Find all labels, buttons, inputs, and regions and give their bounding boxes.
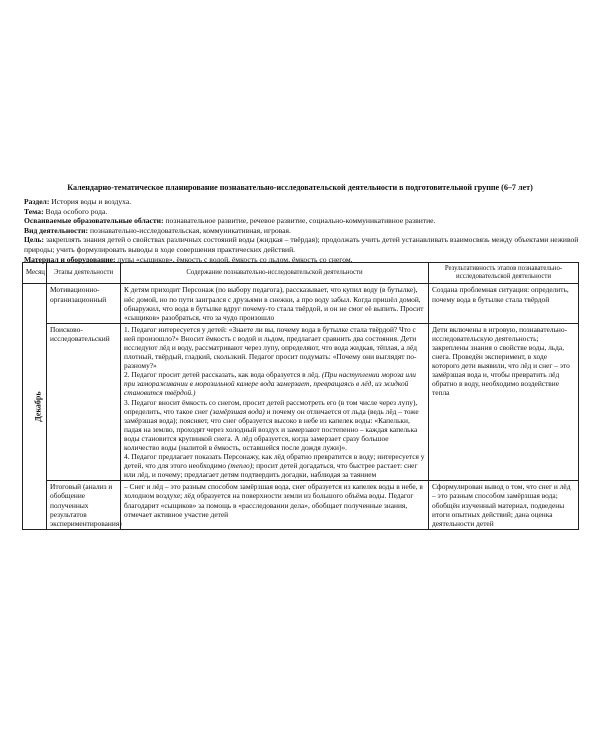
table-row xyxy=(23,323,579,481)
areas-label: Осваиваемые образовательные области: xyxy=(24,216,164,226)
table-header-row xyxy=(23,263,579,284)
content-step-4: 4. Педагог предлагает показать Персонажу, как лёд обратно превратится в воду; интересуется у детей, что для этого необходимо (тепло); просит детей догадаться, что быстрее растает: снег или лёд, и почему; предлагает детям подтвердить догадки, наблюдая за таянием xyxy=(124,452,425,480)
stage-cell: Итоговый (анализ и обобщение полученных результатов экспериментирования) xyxy=(47,481,121,529)
activity-value: познавательно-исследовательская, коммуникативная, игровая. xyxy=(89,225,291,235)
activity-line xyxy=(24,226,580,236)
topic-value: Вода особого рода. xyxy=(45,206,108,216)
goal-value: закреплять знания детей о свойствах различных состояний воды (жидкая – твёрдая); продолжать учить детей устанавливать взаимосвязь между объектами неживой природы; учить формулировать выводы в ходе совершения практических действий. xyxy=(24,235,579,254)
page-title: Календарно-тематическое планирование познавательно-исследовательской деятельности в подготовительной группе (6–7 лет) xyxy=(67,183,533,192)
content-step-1: 1. Педагог интересуется у детей: «Знаете ли вы, почему вода в бутылке стала твёрдой? Что с ней произошло?» Вносит ёмкость с водой и льдом, предлагает сравнить два состояния. Дети исследуют лёд и воду, рассматривают через лупу, определяют, что вода жидкая, тёплая, а лёд плотный, твёрдый, гладкий, скользкий. Педагог просит подумать: «Почему они выглядят по-разному?» xyxy=(124,324,417,371)
section-label: Раздел: xyxy=(24,197,50,206)
stage-cell: Мотивационно-организационный xyxy=(47,284,121,323)
table-row xyxy=(23,284,579,323)
month-label: Декабрь xyxy=(33,391,43,422)
content-step-3: 3. Педагог вносит ёмкость со снегом, просит детей рассмотреть его (в том числе через лупу), определить, что такое снег (замёрзшая вода) и почему он отличается от льда (ведь лёд – тоже замёрзшая вода); поясняет, что снег образуется высоко в небе из капелек воды: «Капельки, падая на землю, проходят через холодный воздух и замерзают постепенно – каждая капелька воды становится крупинкой снега. А лёд образуется, когда замерзает сразу большое количество воды (налитой в ёмкость, оставшейся после дождя лужи)». xyxy=(124,397,419,452)
materials-value: лупы «сыщиков», ёмкость с водой, ёмкость со льдом, ёмкость со снегом. xyxy=(117,254,353,264)
header-content: Содержание познавательно-исследовательской деятельности xyxy=(121,263,429,284)
result-cell: Создана проблемная ситуация: определить, почему вода в бутылке стала твёрдой xyxy=(429,284,579,323)
header-results: Результативность этапов познавательно-исследовательской деятельности xyxy=(429,263,579,284)
header-month: Месяц xyxy=(23,263,47,284)
plan-metadata xyxy=(24,197,580,264)
areas-line xyxy=(24,216,580,226)
section-value: История воды и воздуха. xyxy=(51,197,132,206)
stage-cell: Поисково-исследовательский xyxy=(47,323,121,481)
result-cell: Дети включены в игровую, познавательно-исследовательскую деятельность; закреплены знания о свойстве воды, льда, снега. Проведён эксперимент, в ходе которого дети выявили, что лёд и снег – это замёрзшая вода и, чтобы превратить лёд обратно в воду, необходимо воздействие тепла xyxy=(429,323,579,481)
activity-label: Вид деятельности: xyxy=(24,225,89,235)
goal-label: Цель: xyxy=(24,235,45,245)
content-cell: – Снег и лёд – это разным способом замёрзшая вода, снег образуется из капелек воды в небе, в холодном воздухе; лёд образуется на поверхности земли из большого объёма воды. Педагог благодарит «сыщиков» за помощь в «расследовании дела», обобщает полученные знания, отмечает активное участие детей xyxy=(121,481,429,529)
result-cell: Сформулирован вывод о том, что снег и лёд – это разным способом замёрзшая вода; обобщён изученный материал, подведены итоги опытных действий; дана оценка деятельности детей xyxy=(429,481,579,529)
topic-label: Тема: xyxy=(24,206,44,216)
content-cell xyxy=(121,323,429,481)
topic-line xyxy=(24,207,580,217)
table-row xyxy=(23,481,579,529)
plan-table xyxy=(22,262,579,530)
section-line xyxy=(24,197,580,207)
header-stages: Этапы деятельности xyxy=(47,263,121,284)
content-step-2: 2. Педагог просит детей рассказать, как вода образуется в лёд. (При наступлении мороза или при замораживании в морозильной камере вода замерзает, превращаясь в лёд, из жидкой становится твёрдой.) xyxy=(124,370,417,398)
month-cell xyxy=(23,284,47,529)
materials-label: Материал и оборудование: xyxy=(24,254,116,264)
areas-value: познавательное развитие, речевое развитие, социально-коммуникативное развитие. xyxy=(165,216,436,226)
goal-line xyxy=(24,235,580,254)
content-cell: К детям приходит Персонаж (по выбору педагога), рассказывает, что купил воду (в бутылке), нёс домой, но по пути заигрался с друзьями в снежки, а про воду забыл. Когда пришёл домой, обнаружил, что вода в бутылке вдруг почему-то стала твёрдой, и он не смог её выпить. Просит «сыщиков» разобраться, что за чудо произошло xyxy=(121,284,429,323)
